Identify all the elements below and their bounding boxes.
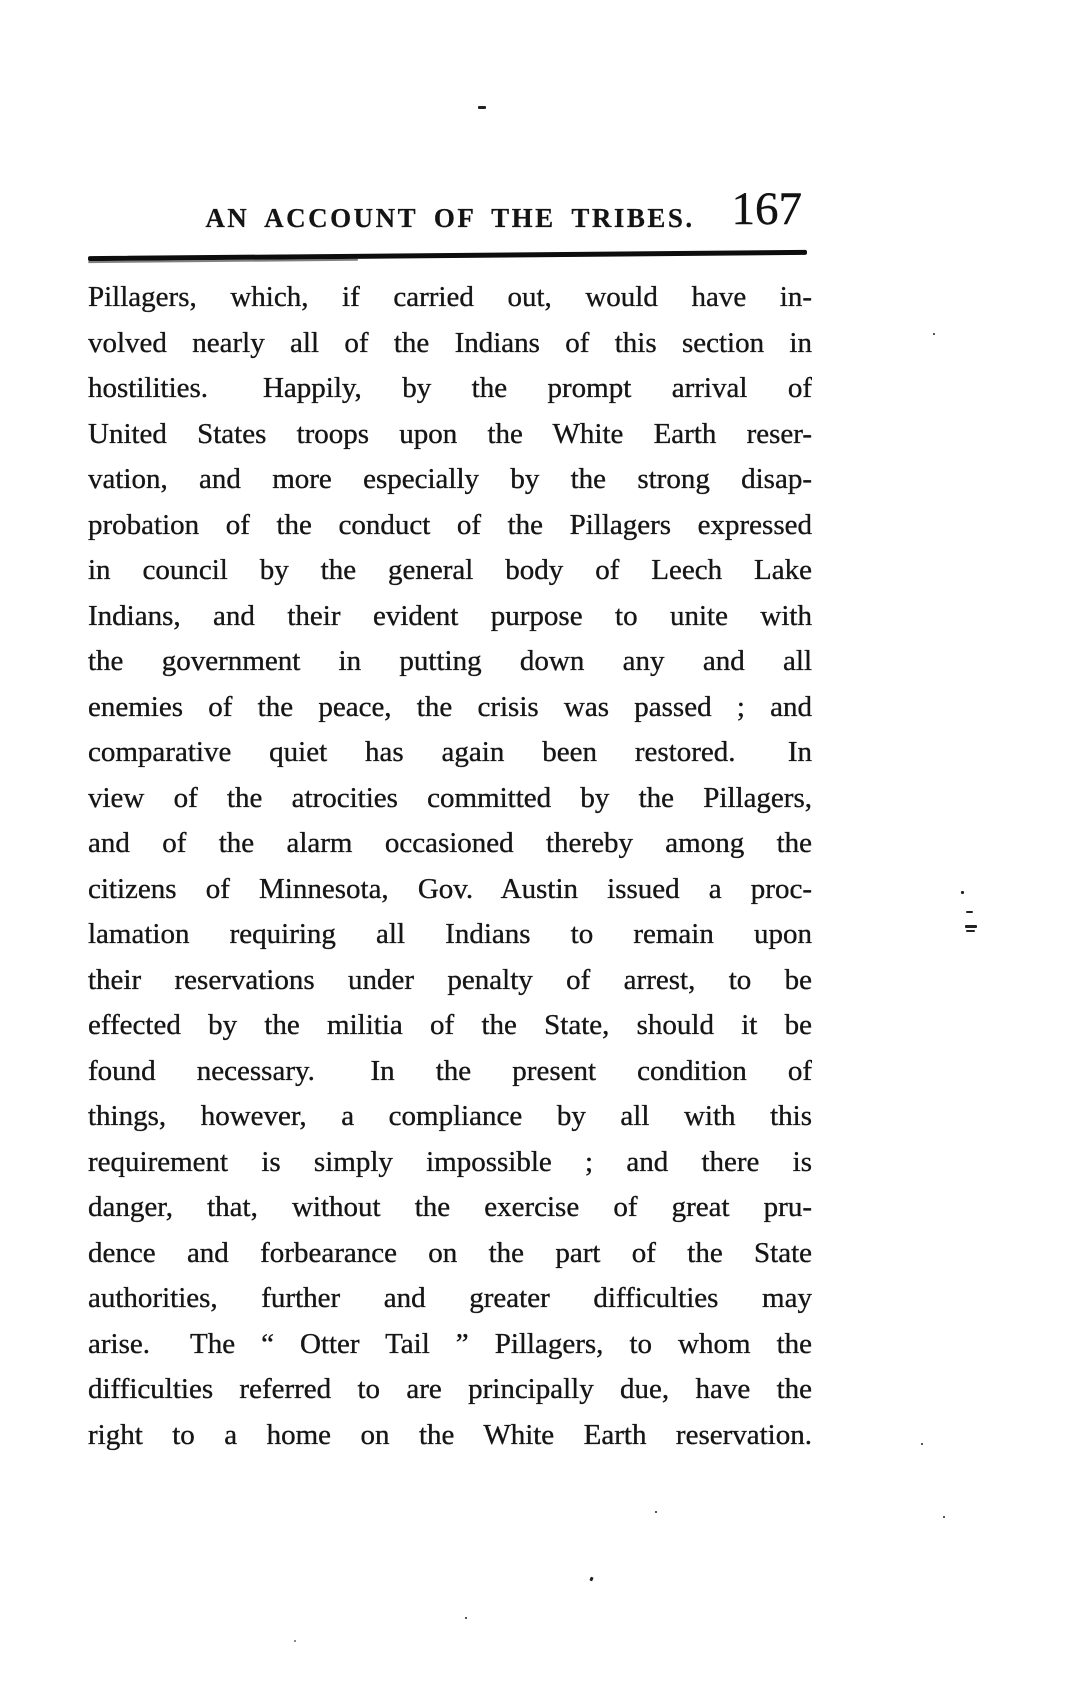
ink-speck: [943, 1516, 945, 1518]
header-rule-divider: [88, 250, 807, 261]
text-line: view of the atrocities committed by the Pillagers,: [88, 781, 812, 814]
text-line: volved nearly all of the Indians of this section in: [88, 326, 812, 359]
text-line: lamation requiring all Indians to remain upon: [88, 918, 812, 950]
text-line: dence and forbearance on the part of the State: [88, 1236, 812, 1269]
text-line: in council by the general body of Leech Lake: [88, 554, 812, 586]
ink-speck: [465, 1617, 467, 1619]
text-line: effected by the militia of the State, should it be: [88, 1009, 812, 1041]
text-line: comparative quiet has again been restored. In: [88, 736, 812, 768]
text-line: things, however, a compliance by all with this: [88, 1100, 812, 1132]
text-line: found necessary. In the present condition of: [88, 1054, 812, 1087]
text-line: Pillagers, which, if carried out, would have in-: [88, 281, 812, 313]
ink-speck: [655, 1511, 657, 1513]
text-line: authorities, further and greater difficulties may: [88, 1282, 812, 1314]
text-line: difficulties referred to are principally due, have the: [88, 1373, 812, 1405]
text-line: vation, and more especially by the strong disap-: [88, 463, 812, 495]
ink-speck: [921, 1443, 923, 1445]
text-line: right to a home on the White Earth reservation.: [88, 1418, 812, 1451]
text-line: United States troops upon the White Earth reser-: [88, 417, 812, 450]
ink-speck: [478, 106, 486, 109]
text-line: and of the alarm occasioned thereby among the: [88, 827, 812, 859]
ink-speck: [966, 911, 973, 913]
text-line: hostilities. Happily, by the prompt arrival of: [88, 372, 812, 404]
running-title: AN ACCOUNT OF THE TRIBES.: [205, 203, 695, 233]
text-line: danger, that, without the exercise of great pru-: [88, 1191, 812, 1223]
body-text: [88, 275, 812, 1458]
ink-speck: [966, 930, 975, 932]
ink-speck: [933, 333, 935, 335]
text-line: requirement is simply impossible ; and there is: [88, 1145, 812, 1178]
page-header: [88, 203, 812, 243]
text-line: their reservations under penalty of arrest, to be: [88, 963, 812, 996]
ink-speck: [965, 925, 977, 928]
ink-speck: [589, 1577, 593, 1582]
text-line: enemies of the peace, the crisis was passed ; and: [88, 690, 812, 723]
ink-speck: [294, 1640, 296, 1642]
ink-speck: [961, 891, 964, 894]
text-line: probation of the conduct of the Pillagers expressed: [88, 508, 812, 541]
text-line: citizens of Minnesota, Gov. Austin issued a proc-: [88, 872, 812, 905]
text-line: the government in putting down any and all: [88, 645, 812, 677]
text-line: arise. The “ Otter Tail ” Pillagers, to whom the: [88, 1327, 812, 1360]
page-number: 167: [731, 183, 802, 235]
text-line: Indians, and their evident purpose to unite with: [88, 599, 812, 632]
